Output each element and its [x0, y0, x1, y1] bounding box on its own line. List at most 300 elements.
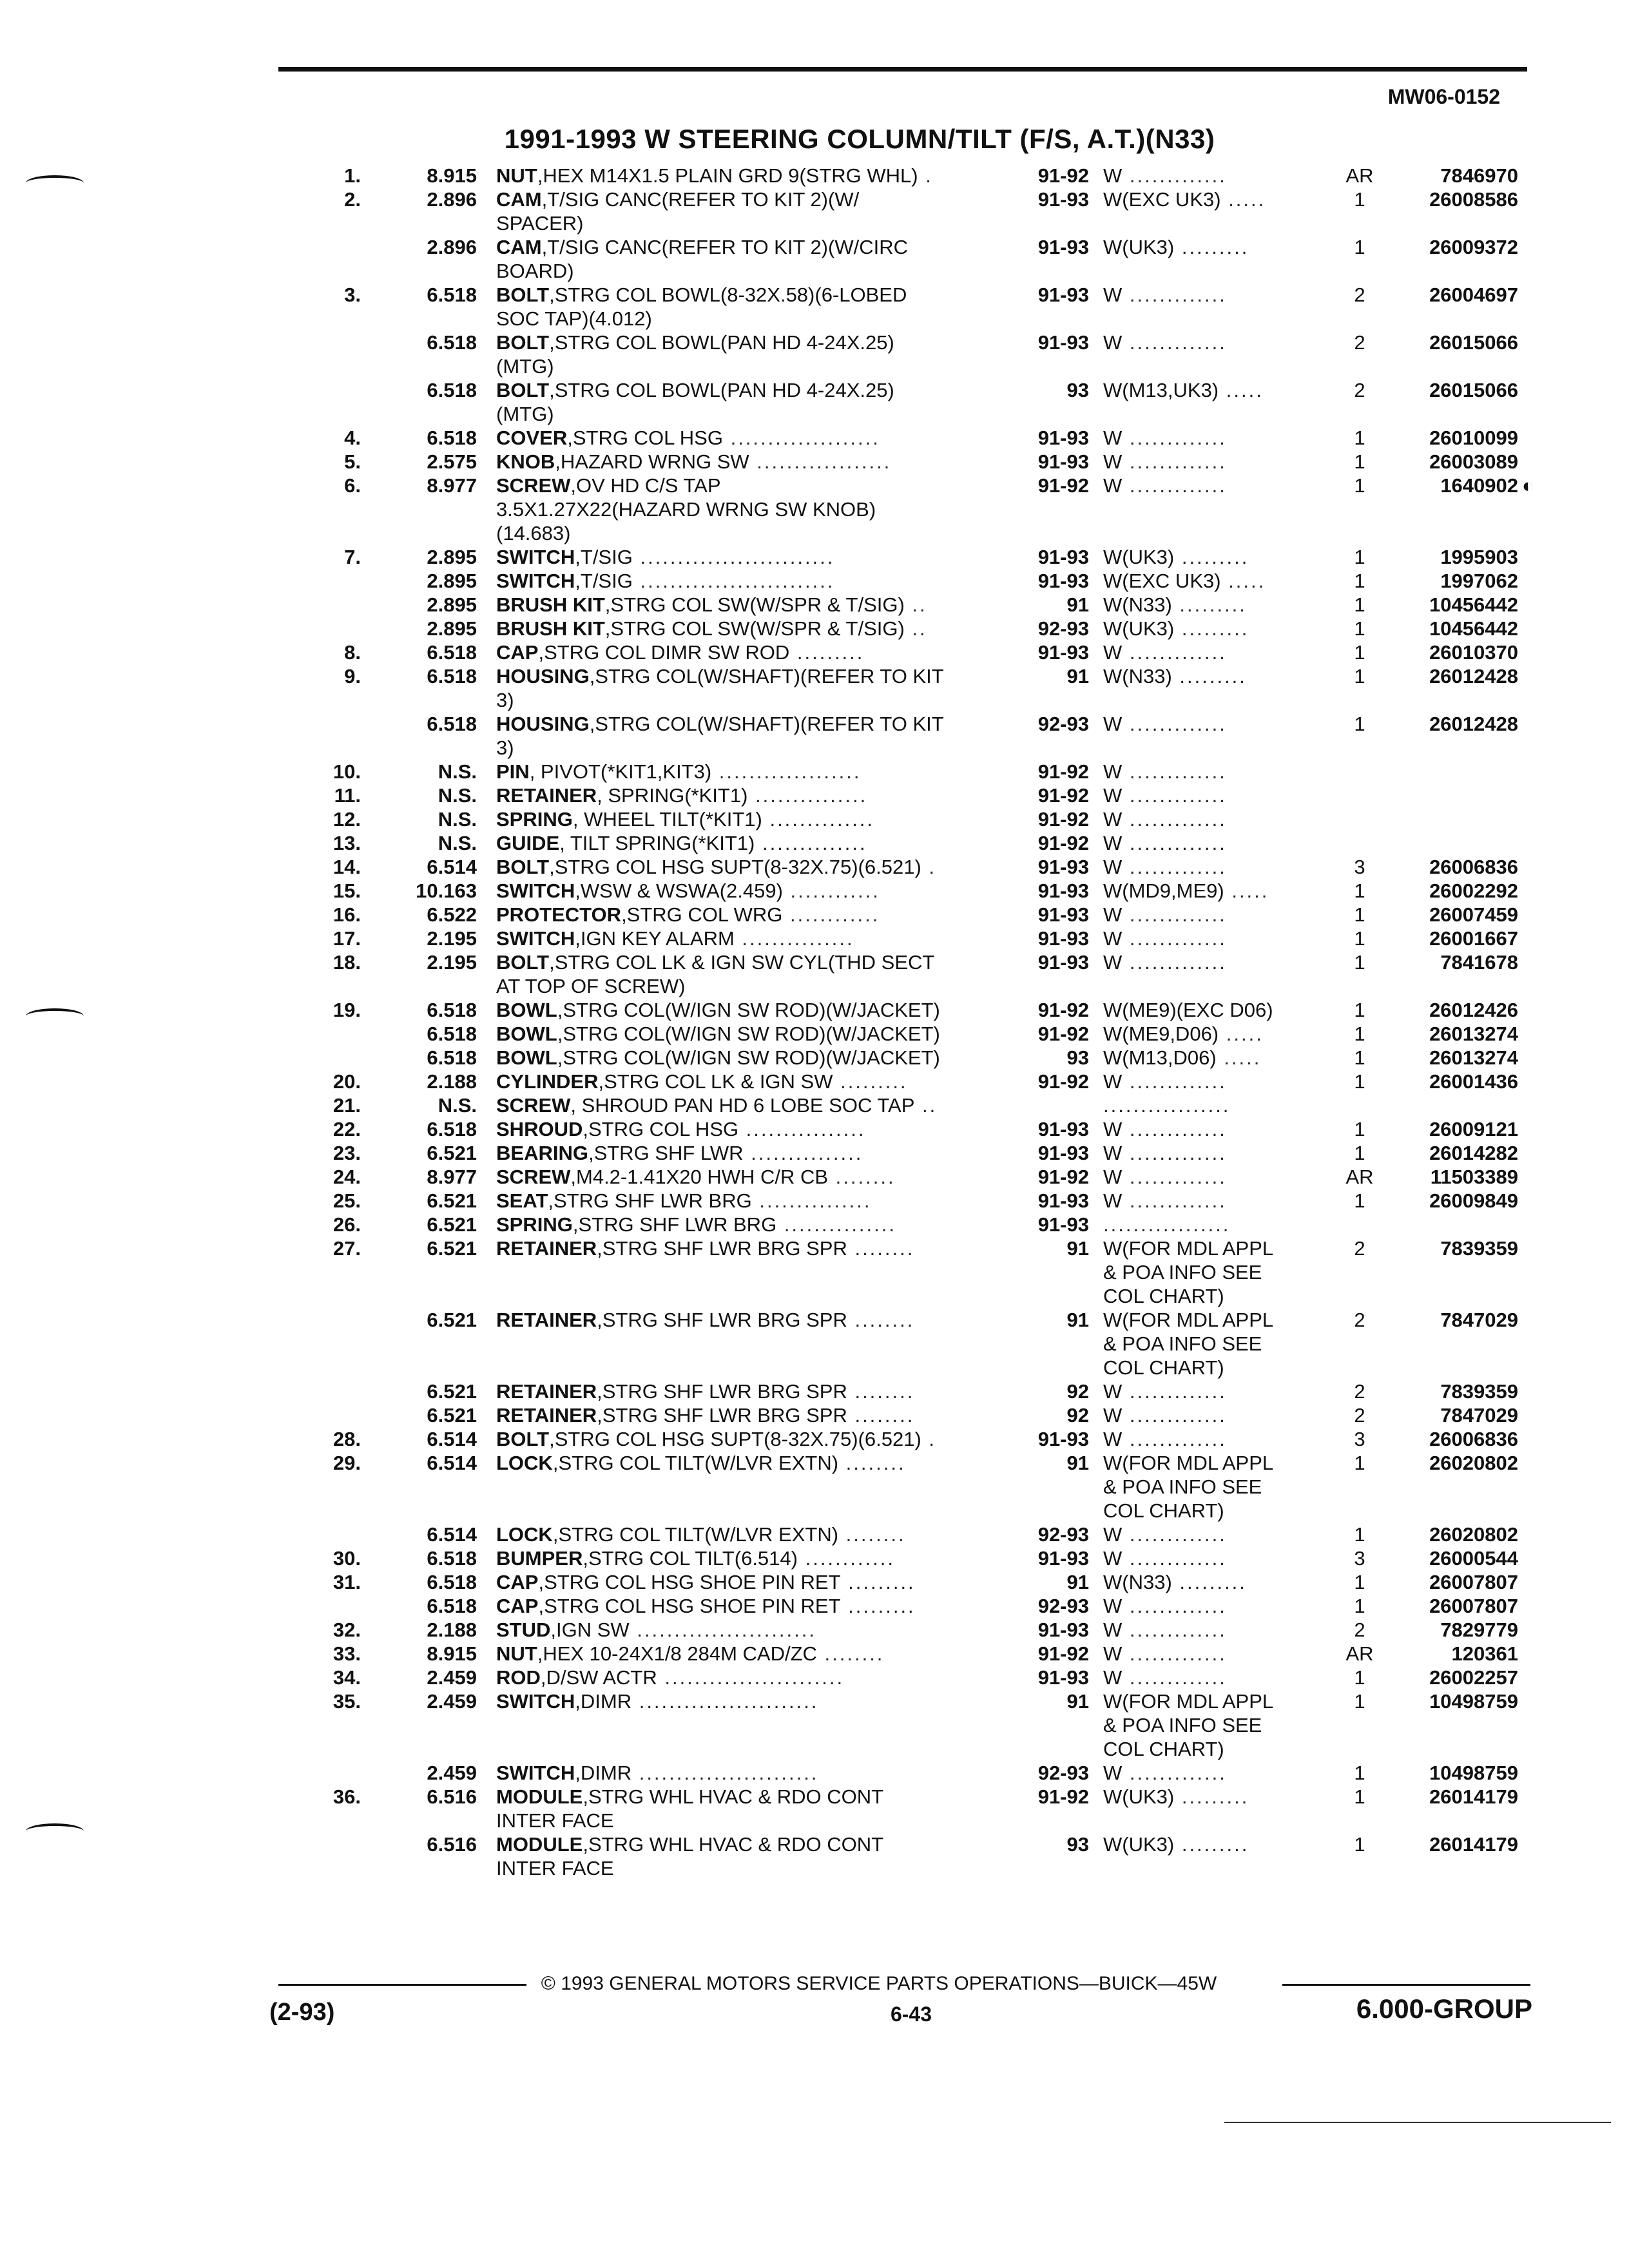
table-row — [309, 712, 1534, 736]
part-name: BOLT — [496, 379, 550, 401]
leader-dots: ........ — [828, 1166, 896, 1188]
revision-mark: ◐ — [1522, 474, 1534, 497]
model-years: 91 — [1066, 665, 1089, 687]
table-row — [309, 1284, 1534, 1308]
part-name: SWITCH — [496, 1690, 575, 1713]
leader-dots: ......... — [1174, 546, 1249, 568]
leader-dots: ............ — [782, 879, 880, 902]
illustration-number: 3. — [344, 284, 361, 306]
model-usage — [1103, 1093, 1348, 1117]
group-number: 2.195 — [427, 951, 477, 974]
leader-dots: . — [918, 164, 933, 187]
group-number: 2.459 — [427, 1690, 477, 1713]
illustration-number: 11. — [334, 784, 361, 807]
table-row — [309, 1117, 1534, 1141]
model-usage — [1103, 1284, 1348, 1308]
part-detail: (MTG) — [496, 355, 554, 378]
part-detail: ,STRG COL BOWL(PAN HD 4-24X.25) — [549, 379, 894, 401]
leader-dots: ......... — [1174, 1833, 1249, 1856]
group-number: 2.195 — [427, 927, 477, 950]
leader-dots: .. — [904, 593, 927, 616]
quantity: 1 — [1354, 236, 1365, 258]
part-name: BEARING — [496, 1142, 588, 1164]
model-years: 91-93 — [1037, 284, 1089, 306]
group-number: 6.518 — [427, 1046, 477, 1069]
model-years: 91-92 — [1037, 1642, 1089, 1665]
table-row — [309, 1856, 1534, 1880]
leader-dots: ........................ — [631, 1690, 819, 1713]
model-years: 91-92 — [1037, 832, 1089, 854]
model-years: 92-93 — [1037, 1523, 1089, 1546]
model-usage-text: W(EXC UK3) — [1103, 188, 1221, 211]
part-number: 1995903 — [1440, 546, 1518, 568]
quantity: 1 — [1354, 951, 1365, 974]
model-years: 91-93 — [1037, 1118, 1089, 1140]
part-detail: SOC TAP)(4.012) — [496, 307, 652, 330]
leader-dots: .......................... — [632, 546, 835, 568]
model-usage — [1103, 1141, 1348, 1165]
illustration-number: 17. — [333, 927, 361, 950]
model-usage — [1103, 1570, 1348, 1594]
part-detail: (14.683) — [496, 522, 571, 544]
leader-dots: ............. — [1122, 164, 1227, 187]
quantity: 1 — [1354, 1046, 1365, 1069]
group-number: 6.518 — [427, 1571, 477, 1593]
quantity: 1 — [1354, 1666, 1365, 1689]
quantity: 2 — [1354, 1619, 1365, 1641]
leader-dots: .......................... — [632, 570, 835, 592]
part-name: PROTECTOR — [496, 903, 622, 926]
table-row — [309, 1022, 1534, 1046]
table-row — [309, 1213, 1534, 1236]
leader-dots: ............. — [1122, 760, 1227, 783]
part-detail: ,STRG COL(W/SHAFT)(REFER TO KIT — [589, 665, 944, 687]
leader-dots: ........ — [847, 1309, 915, 1331]
catalog-code: MW06-0152 — [1387, 85, 1500, 108]
model-years: 91-93 — [1037, 1428, 1089, 1450]
model-years: 91 — [1066, 1309, 1089, 1331]
part-number: 26000544 — [1429, 1547, 1518, 1570]
table-row — [309, 1666, 1534, 1689]
quantity: 1 — [1354, 713, 1365, 735]
quantity: 1 — [1354, 1523, 1365, 1546]
quantity: 3 — [1354, 856, 1365, 878]
part-name: RETAINER — [496, 1237, 597, 1260]
leader-dots: ......... — [840, 1571, 916, 1593]
part-detail: ,STRG COL(W/IGN SW ROD)(W/JACKET) — [557, 999, 940, 1021]
table-row — [309, 1451, 1534, 1475]
group-number: 2.895 — [427, 617, 477, 640]
group-number: 6.518 — [427, 713, 477, 735]
model-years: 91 — [1066, 1452, 1089, 1474]
group-number: 2.896 — [427, 236, 477, 258]
leader-dots: ......... — [1171, 593, 1247, 616]
group-number: 6.518 — [427, 641, 477, 664]
model-usage — [1103, 1689, 1348, 1713]
table-row — [309, 903, 1534, 927]
quantity: 3 — [1354, 1547, 1365, 1570]
table-row — [309, 497, 1534, 521]
part-name: SWITCH — [496, 879, 575, 902]
model-years: 91-93 — [1037, 903, 1089, 926]
part-detail: BOARD) — [496, 260, 574, 282]
leader-dots: ............. — [1122, 951, 1227, 974]
part-detail: ,OV HD C/S TAP — [570, 474, 721, 497]
part-name: COVER — [496, 427, 568, 449]
part-description — [496, 974, 1334, 998]
model-years: 91-93 — [1037, 546, 1089, 568]
part-number: 26014179 — [1429, 1785, 1518, 1808]
part-number: 26002292 — [1429, 879, 1518, 902]
table-row — [309, 354, 1534, 378]
model-usage — [1103, 235, 1348, 259]
part-detail: ,IGN SW — [550, 1619, 630, 1641]
model-usage-text: W — [1103, 1404, 1123, 1427]
model-usage-text: & POA INFO SEE — [1103, 1475, 1262, 1498]
model-years: 92-93 — [1037, 1595, 1089, 1617]
table-row — [309, 426, 1534, 450]
model-usage — [1103, 1499, 1348, 1523]
part-number: 7846970 — [1440, 164, 1518, 187]
leader-dots: ..... — [1219, 379, 1264, 401]
group-number: 2.459 — [427, 1762, 477, 1784]
part-number: 26014282 — [1429, 1142, 1518, 1164]
table-row — [309, 1546, 1534, 1570]
model-usage-text: W — [1103, 856, 1123, 878]
part-number: 26020802 — [1429, 1523, 1518, 1546]
model-usage — [1103, 855, 1348, 879]
part-detail: ,STRG COL LK & IGN SW CYL(THD SECT — [549, 951, 935, 974]
table-row — [309, 1499, 1534, 1523]
leader-dots: ............. — [1122, 1642, 1227, 1665]
model-years: 91 — [1066, 1571, 1089, 1593]
group-number: 8.977 — [427, 474, 477, 497]
quantity: 1 — [1354, 427, 1365, 449]
leader-dots: ............... — [734, 927, 854, 950]
model-usage-text: W(M13,UK3) — [1103, 379, 1219, 401]
illustration-number: 34. — [333, 1666, 361, 1689]
part-name: CAP — [496, 1571, 539, 1593]
model-usage-text: & POA INFO SEE — [1103, 1261, 1262, 1283]
table-row — [309, 640, 1534, 664]
quantity: 1 — [1354, 1189, 1365, 1212]
model-usage — [1103, 783, 1348, 807]
part-number: 26020802 — [1429, 1452, 1518, 1474]
part-name: CAP — [496, 1595, 539, 1617]
table-row — [309, 1475, 1534, 1499]
leader-dots: .. — [914, 1094, 938, 1117]
model-years: 93 — [1066, 1046, 1089, 1069]
leader-dots: ............. — [1122, 1547, 1227, 1570]
part-detail: ,M4.2-1.41X20 HWH C/R CB — [570, 1166, 829, 1188]
model-years: 93 — [1066, 1833, 1089, 1856]
illustration-number: 29. — [333, 1452, 361, 1474]
part-detail: ,STRG COL LK & IGN SW — [598, 1070, 833, 1093]
part-detail: ,T/SIG CANC(REFER TO KIT 2)(W/CIRC — [541, 236, 908, 258]
model-usage — [1103, 187, 1348, 211]
leader-dots: ............. — [1122, 1619, 1227, 1641]
table-row — [309, 211, 1534, 235]
part-detail: ,WSW & WSWA(2.459) — [575, 879, 783, 902]
quantity: 1 — [1354, 1690, 1365, 1713]
part-number: 26006836 — [1429, 856, 1518, 878]
table-row — [309, 1618, 1534, 1642]
model-years: 91-93 — [1037, 641, 1089, 664]
model-years: 91-92 — [1037, 1166, 1089, 1188]
model-usage — [1103, 1761, 1348, 1785]
leader-dots: ............. — [1122, 903, 1227, 926]
model-usage-text: W — [1103, 808, 1123, 831]
table-row — [309, 760, 1534, 783]
part-detail: , PIVOT(*KIT1,KIT3) — [529, 760, 712, 783]
part-detail: ,STRG COL TILT(W/LVR EXTN) — [552, 1452, 839, 1474]
model-years: 91-92 — [1037, 164, 1089, 187]
part-name: BOWL — [496, 1046, 557, 1069]
part-number: 26007807 — [1429, 1571, 1518, 1593]
quantity: 1 — [1354, 546, 1365, 568]
model-usage — [1103, 1332, 1348, 1356]
quantity: 1 — [1354, 570, 1365, 592]
model-years: 91-92 — [1037, 784, 1089, 807]
model-years: 91 — [1066, 593, 1089, 616]
table-row — [309, 1260, 1534, 1284]
model-usage-text: W — [1103, 1762, 1123, 1784]
part-detail: ,T/SIG CANC(REFER TO KIT 2)(W/ — [541, 188, 860, 211]
model-usage — [1103, 1117, 1348, 1141]
part-name: LOCK — [496, 1523, 553, 1546]
leader-dots: .................... — [722, 427, 880, 449]
part-detail: 3) — [496, 736, 514, 759]
illustration-number: 23. — [333, 1142, 361, 1164]
part-detail: ,STRG COL HSG SHOE PIN RET — [538, 1571, 841, 1593]
table-row — [309, 1308, 1534, 1332]
group-number: 10.163 — [416, 879, 477, 902]
model-usage-text: W(FOR MDL APPL — [1103, 1309, 1274, 1331]
model-years: 92-93 — [1037, 617, 1089, 640]
model-usage — [1103, 950, 1348, 974]
group-number: 6.518 — [427, 1595, 477, 1617]
leader-dots: ........ — [838, 1523, 906, 1546]
copyright-line — [0, 1973, 1629, 1995]
model-usage — [1103, 998, 1348, 1022]
part-number: 26012428 — [1429, 665, 1518, 687]
quantity: 1 — [1354, 927, 1365, 950]
model-usage — [1103, 331, 1348, 354]
group-number: 6.518 — [427, 284, 477, 306]
part-name: SWITCH — [496, 1762, 575, 1784]
part-name: BOLT — [496, 951, 550, 974]
model-usage-text: W(N33) — [1103, 665, 1172, 687]
part-detail: ,STRG SHF LWR BRG SPR — [597, 1237, 847, 1260]
model-usage — [1103, 378, 1348, 402]
illustration-number: 25. — [333, 1189, 361, 1212]
leader-dots: . — [921, 856, 937, 878]
model-years: 91-93 — [1037, 1619, 1089, 1641]
part-detail: ,HAZARD WRNG SW — [555, 450, 749, 473]
group-number: 6.516 — [427, 1833, 477, 1856]
quantity: 1 — [1354, 1118, 1365, 1140]
leader-dots: ............. — [1122, 1666, 1227, 1689]
leader-dots: ............. — [1122, 927, 1227, 950]
leader-dots: ......... — [840, 1595, 916, 1617]
part-description — [496, 1809, 1334, 1832]
group-number: 8.977 — [427, 1166, 477, 1188]
part-number: 7829779 — [1440, 1619, 1518, 1641]
part-name: STUD — [496, 1619, 551, 1641]
leader-dots: ..... — [1220, 188, 1266, 211]
part-name: SHROUD — [496, 1118, 583, 1140]
table-row — [309, 807, 1534, 831]
model-usage-text: W — [1103, 331, 1123, 354]
model-usage-text: W(N33) — [1103, 1571, 1172, 1593]
part-number: 26009372 — [1429, 236, 1518, 258]
model-years: 92 — [1066, 1404, 1089, 1427]
bottom-edge-rule — [1224, 2122, 1611, 2123]
model-usage-text: W — [1103, 284, 1123, 306]
leader-dots: ............. — [1122, 1762, 1227, 1784]
model-usage — [1103, 1475, 1348, 1499]
model-usage-text: W — [1103, 450, 1123, 473]
part-name: SPRING — [496, 808, 573, 831]
group-number: 6.518 — [427, 999, 477, 1021]
model-usage — [1103, 1308, 1348, 1332]
part-number: 7841678 — [1440, 951, 1518, 974]
model-usage-text: W — [1103, 927, 1123, 950]
model-usage — [1103, 164, 1348, 187]
quantity: 2 — [1354, 331, 1365, 354]
copyright-text: © 1993 GENERAL MOTORS SERVICE PARTS OPERATIONS—BUICK—45W — [541, 1973, 1217, 1994]
binder-hole-mark-3 — [26, 1823, 84, 1839]
part-number: 11503389 — [1430, 1166, 1518, 1188]
leader-dots: ............. — [1122, 1118, 1227, 1140]
part-detail: ,STRG COL HSG SHOE PIN RET — [538, 1595, 841, 1617]
group-number: N.S. — [438, 1094, 477, 1117]
model-usage-text: COL CHART) — [1103, 1356, 1224, 1379]
part-detail: ,DIMR — [575, 1690, 632, 1713]
quantity: 2 — [1354, 1309, 1365, 1331]
quantity: 1 — [1354, 474, 1365, 497]
leader-dots: ........ — [816, 1642, 885, 1665]
model-years: 91-93 — [1037, 1666, 1089, 1689]
illustration-number: 2. — [344, 188, 361, 211]
model-usage-text: W — [1103, 474, 1123, 497]
part-number: 26002257 — [1429, 1666, 1518, 1689]
illustration-number: 30. — [333, 1547, 361, 1570]
part-detail: ,T/SIG — [575, 570, 633, 592]
table-row — [309, 1523, 1534, 1546]
model-usage-text: W(N33) — [1103, 593, 1172, 616]
leader-dots: ........................ — [629, 1619, 816, 1641]
illustration-number: 21. — [333, 1094, 361, 1117]
model-usage-text: W(EXC UK3) — [1103, 570, 1221, 592]
table-row — [309, 1093, 1534, 1117]
binder-hole-mark-2 — [26, 1008, 84, 1024]
group-number: 6.521 — [427, 1380, 477, 1403]
table-row — [309, 1236, 1534, 1260]
illustration-number: 14. — [333, 856, 361, 878]
quantity: 1 — [1354, 188, 1365, 211]
group-number: 6.518 — [427, 665, 477, 687]
model-usage-text: W(ME9,D06) — [1103, 1023, 1219, 1045]
table-row — [309, 1809, 1534, 1832]
table-row — [309, 1713, 1534, 1737]
model-usage — [1103, 1189, 1348, 1213]
model-usage — [1103, 1022, 1348, 1046]
part-number: 26001667 — [1429, 927, 1518, 950]
model-years: 91 — [1066, 1237, 1089, 1260]
quantity: 1 — [1354, 1595, 1365, 1617]
table-row — [309, 235, 1534, 259]
part-name: RETAINER — [496, 1380, 597, 1403]
part-detail: , SHROUD PAN HD 6 LOBE SOC TAP — [570, 1094, 915, 1117]
model-usage-text: W(UK3) — [1103, 1785, 1175, 1808]
leader-dots: ............... — [751, 1189, 872, 1212]
leader-dots: ............... — [747, 784, 868, 807]
model-usage — [1103, 1427, 1348, 1451]
part-detail: ,DIMR — [575, 1762, 632, 1784]
part-description — [496, 1856, 1334, 1880]
leader-dots: ........ — [838, 1452, 906, 1474]
model-years: 91-93 — [1037, 236, 1089, 258]
part-number: 26014179 — [1429, 1833, 1518, 1856]
model-usage — [1103, 474, 1348, 497]
part-detail: INTER FACE — [496, 1809, 614, 1832]
model-usage-text: COL CHART) — [1103, 1738, 1224, 1760]
model-usage — [1103, 1594, 1348, 1618]
group-number: 6.518 — [427, 1023, 477, 1045]
group-number: 6.521 — [427, 1404, 477, 1427]
quantity: 1 — [1354, 1070, 1365, 1093]
part-name: NUT — [496, 164, 537, 187]
part-detail: ,STRG COL(W/IGN SW ROD)(W/JACKET) — [557, 1046, 940, 1069]
part-number: 7847029 — [1440, 1404, 1518, 1427]
model-usage-text: W — [1103, 713, 1123, 735]
table-row — [309, 1737, 1534, 1761]
part-name: ROD — [496, 1666, 541, 1689]
quantity: 2 — [1354, 1380, 1365, 1403]
model-years: 91-93 — [1037, 1189, 1089, 1212]
table-row — [309, 187, 1534, 211]
leader-dots: . — [921, 1428, 937, 1450]
quantity: 1 — [1354, 1142, 1365, 1164]
quantity: AR — [1345, 1642, 1374, 1665]
leader-dots: ............. — [1122, 1404, 1227, 1427]
model-usage-text: W — [1103, 832, 1123, 854]
leader-dots: ............. — [1122, 1166, 1227, 1188]
model-usage-text: W(MD9,ME9) — [1103, 879, 1224, 902]
table-row — [309, 283, 1534, 307]
model-years: 92 — [1066, 1380, 1089, 1403]
part-detail: , SPRING(*KIT1) — [597, 784, 748, 807]
part-number: 26003089 — [1429, 450, 1518, 473]
model-usage — [1103, 1713, 1348, 1737]
model-years: 91-92 — [1037, 1785, 1089, 1808]
model-usage-text: W — [1103, 164, 1123, 187]
part-name: CYLINDER — [496, 1070, 599, 1093]
quantity: 1 — [1354, 1762, 1365, 1784]
group-number: 2.895 — [427, 570, 477, 592]
model-usage — [1103, 831, 1348, 855]
part-description — [496, 211, 1334, 235]
part-description — [496, 354, 1334, 378]
model-usage-text: W — [1103, 1189, 1123, 1212]
leader-dots: ................. — [1103, 1213, 1231, 1236]
part-detail: ,STRG WHL HVAC & RDO CONT — [583, 1833, 884, 1856]
group-number: 2.896 — [427, 188, 477, 211]
part-number: 10498759 — [1429, 1762, 1518, 1784]
table-row — [309, 1689, 1534, 1713]
binder-hole-mark-1 — [26, 175, 84, 191]
